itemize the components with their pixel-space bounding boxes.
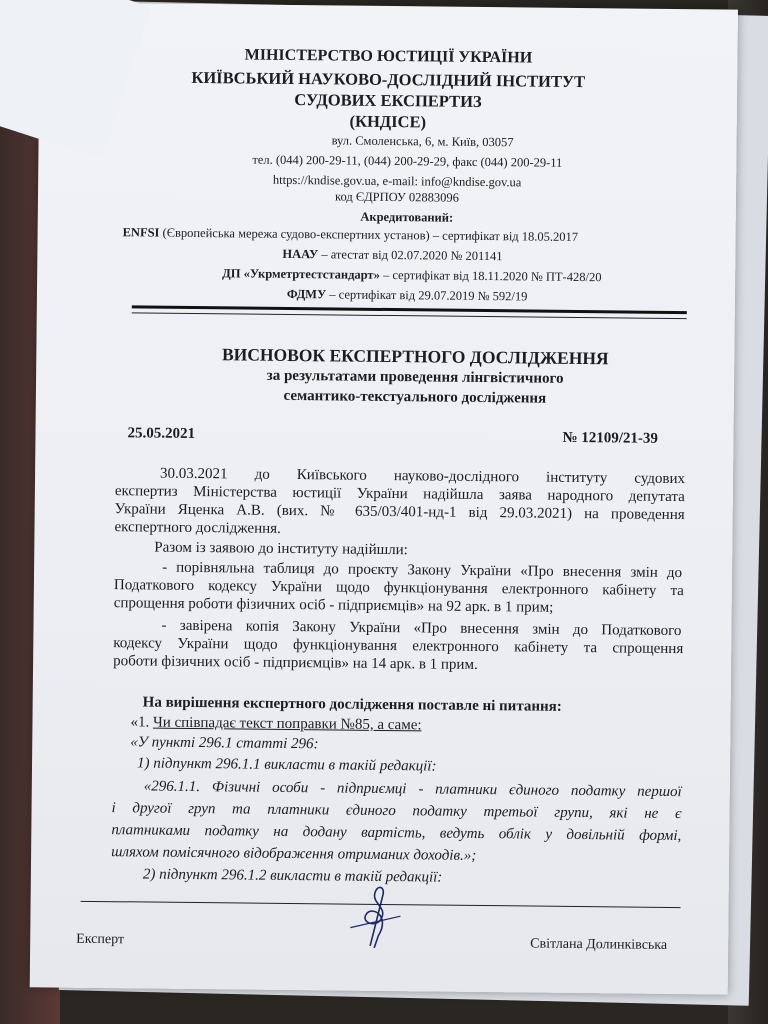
document-subtitle-line1: за результатами проведення лінгвістичного bbox=[266, 367, 564, 387]
accreditation-naau bbox=[282, 247, 502, 264]
institute-name-line2: СУДОВИХ ЕКСПЕРТИЗ bbox=[294, 90, 482, 111]
question-1-underlined: Чи співпадає текст поправки №85, а саме: bbox=[152, 714, 422, 734]
accreditation-fdmu bbox=[287, 287, 528, 305]
bullet2-line2: кодексу України щодо функціонування електронного кабінету та спрощення bbox=[113, 635, 684, 658]
document-page bbox=[30, 2, 738, 994]
quote-line4: «296.1.1. Фізичні особи - підприємці - платники єдиного податку першої bbox=[143, 778, 682, 801]
accreditation-naau-text: – атестат від 02.07.2020 № 201141 bbox=[318, 247, 503, 264]
bullet1-line2: Податкового кодексу України щодо функціонування електронного кабінету та bbox=[113, 577, 684, 600]
accreditation-fdmu-text: – сертифікат від 29.07.2019 № 592/19 bbox=[326, 287, 528, 304]
document-title: ВИСНОВОК ЕКСПЕРТНОГО ДОСЛІДЖЕННЯ bbox=[221, 344, 609, 369]
ministry-name: МІНІСТЕРСТВО ЮСТИЦІЇ УКРАЇНИ bbox=[244, 46, 533, 67]
bullet1-line3: спрощення роботи фізичних осіб - підприємців» на 92 арк. в 1 прим; bbox=[113, 595, 554, 616]
document-subtitle-line2: семантико-текстуального дослідження bbox=[283, 387, 547, 407]
institute-web-email: https://kndise.gov.ua, e-mail: info@kndise.gov.ua bbox=[272, 172, 522, 190]
institute-address: вул. Смоленська, 6, м. Київ, 03057 bbox=[331, 133, 514, 150]
institute-name-line1: КИЇВСЬКИЙ НАУКОВО-ДОСЛІДНИЙ ІНСТИТУТ bbox=[191, 67, 586, 92]
quote-line6: платниками податку на додану вартість, ведуть облік у довільній формі, bbox=[111, 822, 682, 845]
question-1-prefix: «1. bbox=[130, 714, 154, 731]
accreditation-naau-org: НААУ bbox=[282, 246, 319, 262]
question-1 bbox=[130, 713, 421, 734]
accreditation-enfsi-text: (Європейська мережа судово-експертних установ) – сертифікат від 18.05.2017 bbox=[159, 225, 579, 244]
institute-edrpou: код ЄДРПОУ 02883096 bbox=[334, 189, 460, 205]
quote-line5: і другої груп та платники єдиного податку третьої групи, які не є bbox=[111, 800, 682, 823]
document-number: № 12109/21-39 bbox=[562, 429, 659, 447]
accreditation-ukrmetr bbox=[222, 266, 601, 285]
quote-line8: 2) підпункт 296.1.2 викласти в такій редакції: bbox=[142, 866, 443, 886]
bullet2-line3: роботи фізичних осіб - підприємців» на 14 арк. в 1 прим. bbox=[113, 653, 478, 673]
signer-role: Експерт bbox=[76, 931, 125, 948]
para1-line3: України Яценка А.В. (вих. № 635/03/401-нд-1 від 29.03.2021) на проведення bbox=[114, 501, 685, 524]
accreditation-enfsi bbox=[123, 225, 579, 245]
institute-abbreviation: (КНДІСЕ) bbox=[349, 111, 427, 132]
quote-line3: 1) підпункт 296.1.1 викласти в такій редакції: bbox=[136, 755, 437, 775]
para1-line2: експертиз Міністерства юстиції України надійшла заява народного депутата bbox=[114, 483, 685, 506]
institute-phones: тел. (044) 200-29-11, (044) 200-29-29, факс (044) 200-29-11 bbox=[252, 152, 563, 170]
accreditation-enfsi-org: ENFSI bbox=[122, 225, 160, 240]
accreditation-fdmu-org: ФДМУ bbox=[286, 286, 327, 302]
accredited-label: Акредитований: bbox=[360, 209, 454, 225]
para2: Разом із заявою до інституту надійшли: bbox=[154, 539, 408, 559]
quote-line7: шляхом помісячного відображення отриманих доходів.»; bbox=[111, 844, 477, 864]
signature-graphic bbox=[330, 875, 411, 956]
signer-name: Світлана Долинківська bbox=[530, 936, 668, 953]
questions-heading: На вирішення експертного дослідження поставле ні питання: bbox=[142, 694, 562, 715]
para1-line1: 30.03.2021 до Київського науково-дослідного інституту судових bbox=[160, 465, 686, 488]
accreditation-ukrmetr-text: – сертифікат від 18.11.2020 № ПТ-428/20 bbox=[379, 267, 602, 285]
document-date: 25.05.2021 bbox=[127, 425, 196, 442]
bullet2-line1: - завірена копія Закону України «Про внесення змін до Податкового bbox=[161, 617, 682, 640]
quote-line2: «У пункті 296.1 статті 296: bbox=[130, 734, 319, 753]
bullet1-line1: - порівняльна таблиця до проєкту Закону України «Про внесення змін до bbox=[162, 559, 683, 582]
para1-line4: експертного дослідження. bbox=[114, 519, 281, 537]
header-divider-thin bbox=[132, 312, 687, 319]
accreditation-ukrmetr-org: ДП «Укрметртестстандарт» bbox=[222, 266, 380, 282]
